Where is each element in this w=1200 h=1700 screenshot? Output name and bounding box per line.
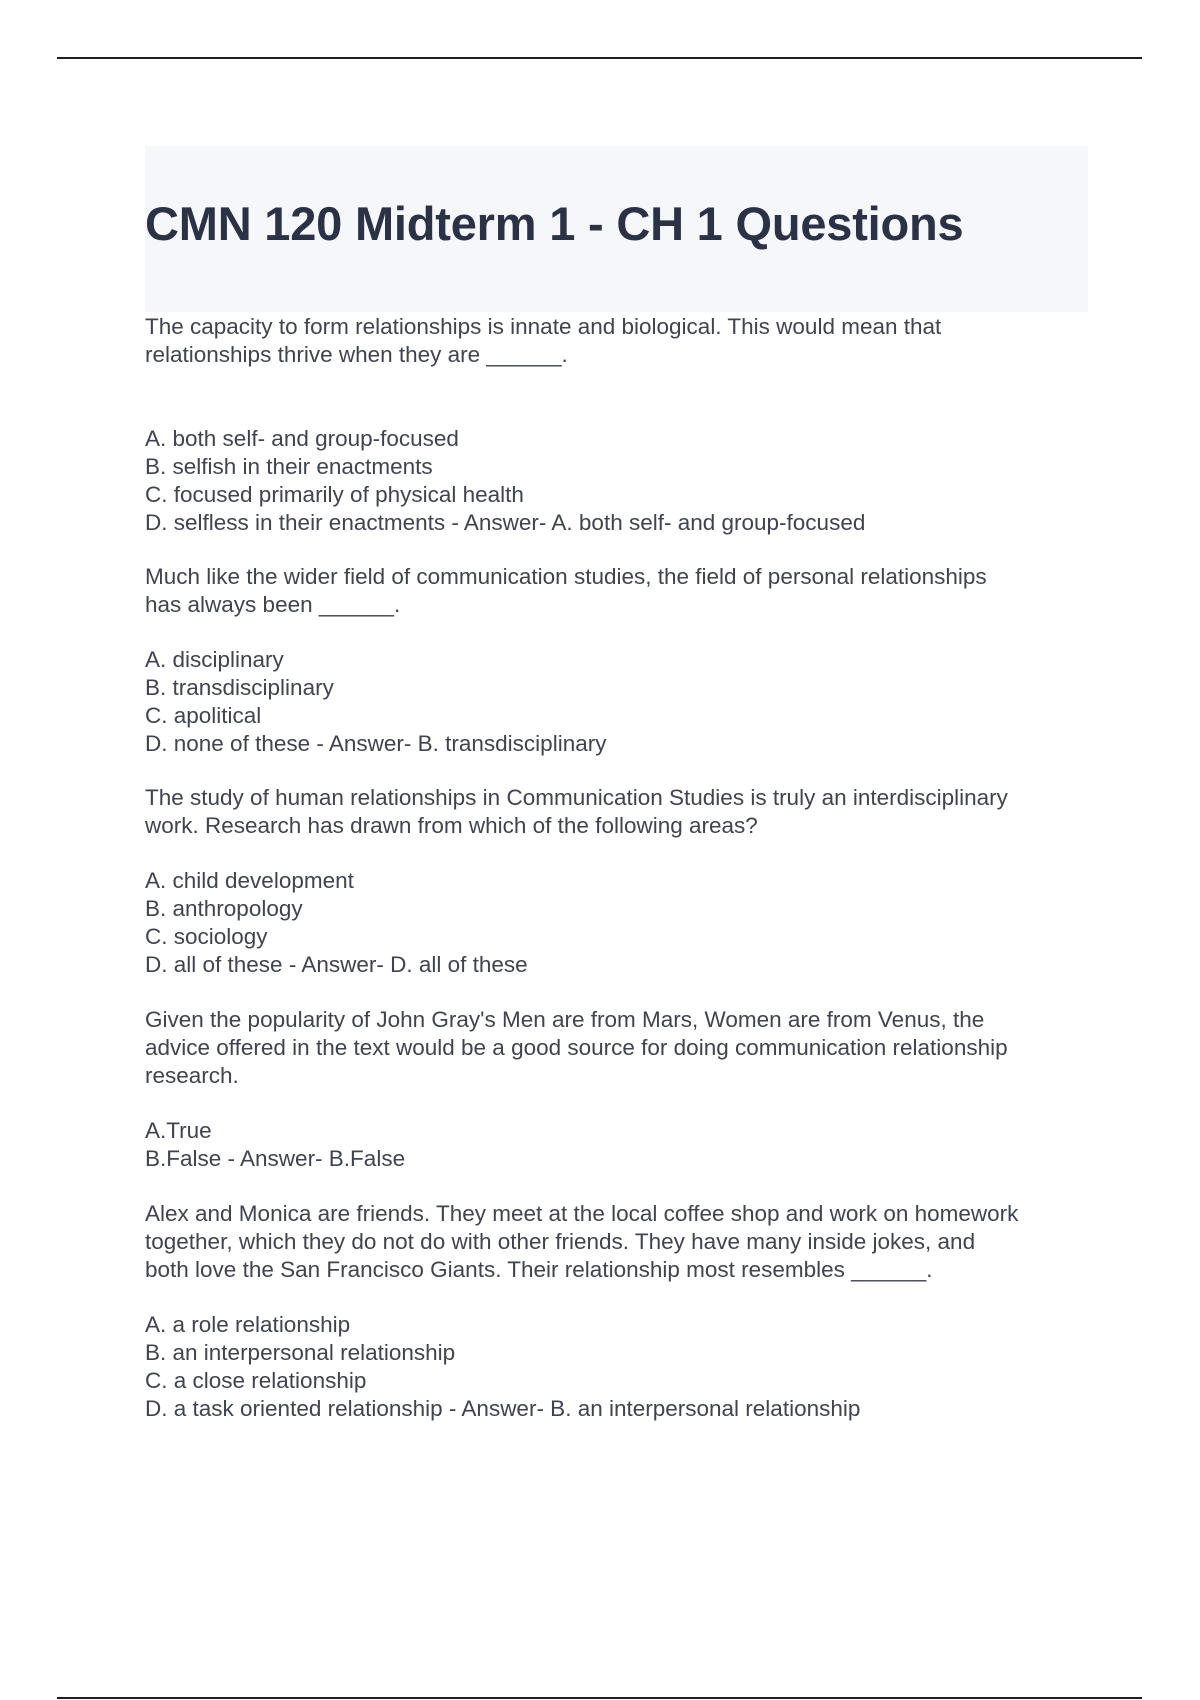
option-d-with-answer: D. selfless in their enactments - Answer- A. both self- and group-focused — [145, 510, 866, 535]
question-text: Alex and Monica are friends. They meet at the local coffee shop and work on homework together, which they do not do with other friends. They have many inside jokes, and both love the San Francisco Giants. Their relationship most resembles ______. — [145, 1201, 1019, 1282]
answer-options — [145, 646, 1090, 758]
option-a: A. disciplinary — [145, 647, 284, 672]
option-c: C. focused primarily of physical health — [145, 482, 524, 507]
answer-options — [145, 1117, 1090, 1173]
option-d-with-answer: D. all of these - Answer- D. all of these — [145, 952, 528, 977]
option-c: C. sociology — [145, 924, 268, 949]
question-text: Given the popularity of John Gray's Men are from Mars, Women are from Venus, the advice offered in the text would be a good source for doing communication relationship research. — [145, 1007, 1008, 1088]
answer-options — [145, 425, 1090, 537]
page-title: CMN 120 Midterm 1 - CH 1 Questions — [145, 197, 964, 250]
question-text: The study of human relationships in Communication Studies is truly an interdisciplinary work. Research has drawn from which of the following areas? — [145, 785, 1008, 838]
option-c: C. a close relationship — [145, 1368, 367, 1393]
option-a: A. child development — [145, 868, 354, 893]
question-text: The capacity to form relationships is innate and biological. This would mean that relationships thrive when they are ______. — [145, 314, 942, 367]
option-b-with-answer: B.False - Answer- B.False — [145, 1146, 406, 1171]
question-text: Much like the wider field of communication studies, the field of personal relationships has always been ______. — [145, 564, 987, 617]
question-3 — [145, 784, 1090, 979]
option-b: B. transdisciplinary — [145, 675, 334, 700]
question-2 — [145, 563, 1090, 758]
footer-rule — [57, 1697, 1142, 1699]
option-a: A. both self- and group-focused — [145, 426, 459, 451]
question-1 — [145, 313, 1090, 537]
answer-options — [145, 1311, 1090, 1423]
option-b: B. selfish in their enactments — [145, 454, 433, 479]
option-d-with-answer: D. none of these - Answer- B. transdisciplinary — [145, 731, 607, 756]
option-b: B. an interpersonal relationship — [145, 1340, 456, 1365]
option-a: A.True — [145, 1118, 212, 1143]
option-d-with-answer: D. a task oriented relationship - Answer- B. an interpersonal relationship — [145, 1396, 861, 1421]
header-rule — [57, 57, 1142, 59]
option-b: B. anthropology — [145, 896, 303, 921]
question-4 — [145, 1006, 1090, 1173]
option-a: A. a role relationship — [145, 1312, 351, 1337]
question-list — [145, 313, 1090, 1423]
option-c: C. apolitical — [145, 703, 262, 728]
question-5 — [145, 1200, 1090, 1423]
answer-options — [145, 867, 1090, 979]
